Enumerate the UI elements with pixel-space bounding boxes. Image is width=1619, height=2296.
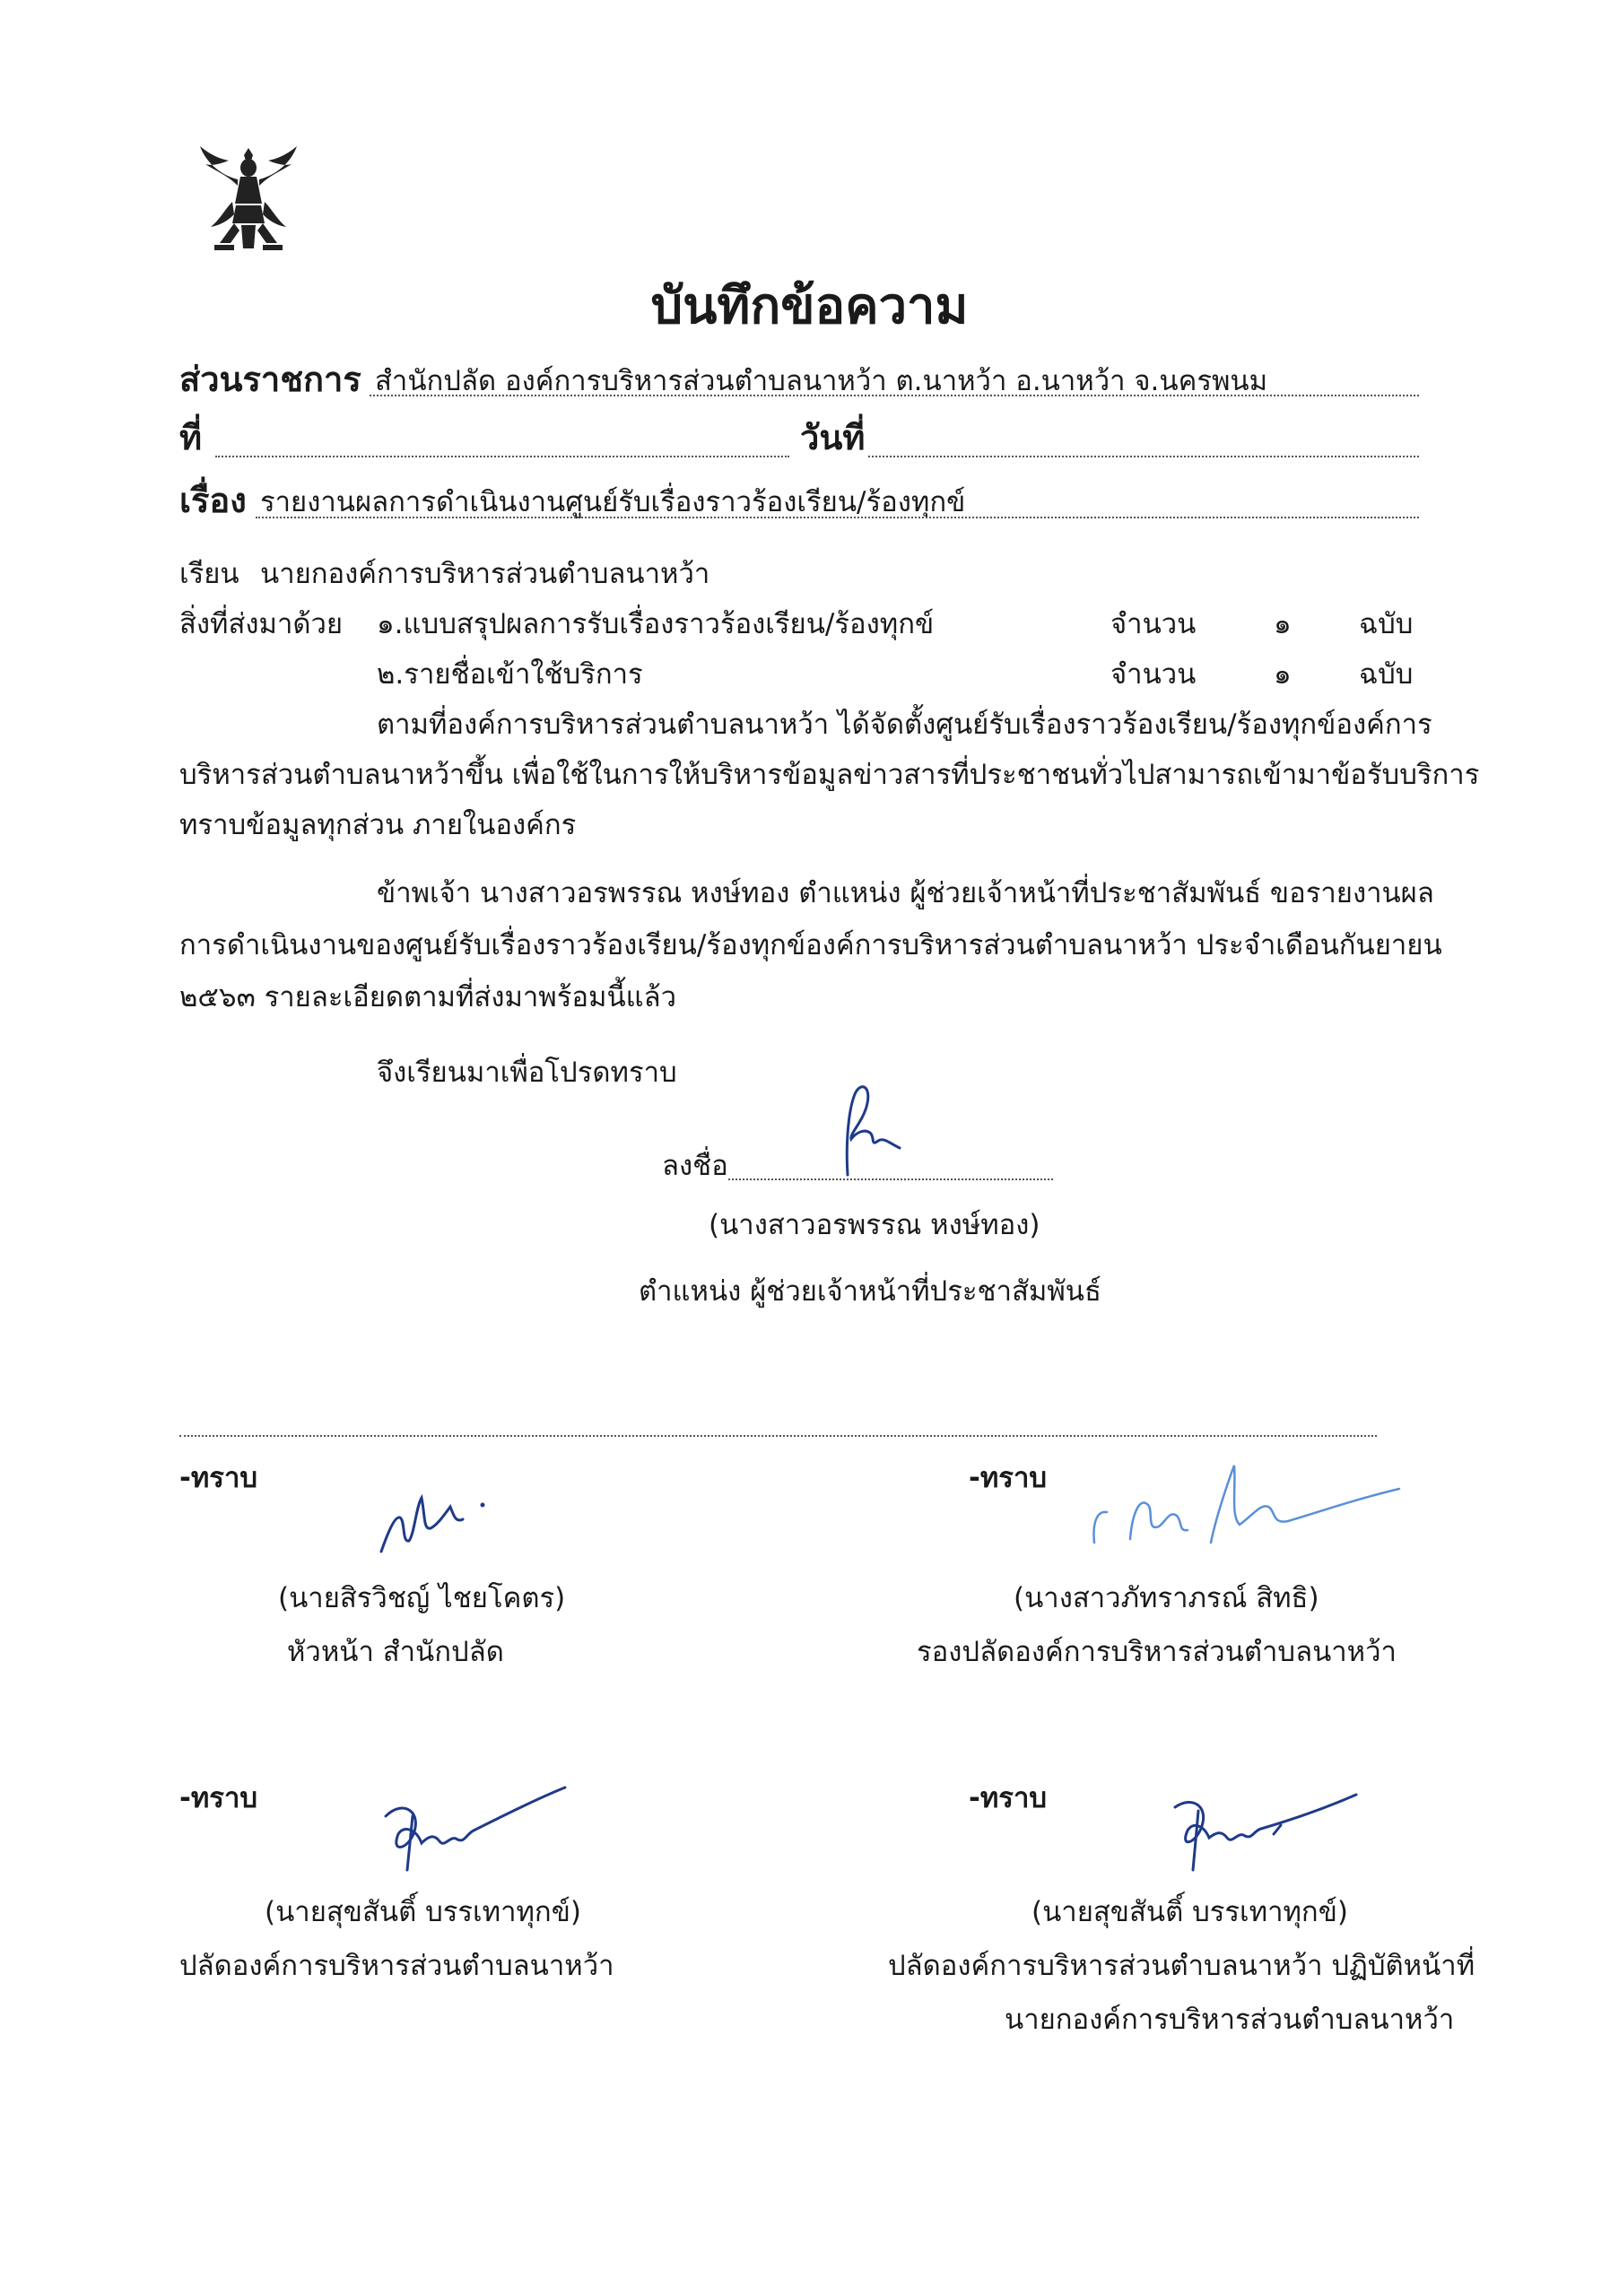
- body-line: บริหารส่วนตำบลนาหว้าขึ้น เพื่อใช้ในการให้บริหารข้อมูลข่าวสารที่ประชาชนทั่วไปสามารถเข้ามาข้อรับบริการ: [179, 759, 1480, 791]
- signature-author-icon: [830, 1076, 910, 1184]
- subject-label: เรื่อง: [179, 481, 247, 520]
- date-label: วันที่: [800, 418, 866, 457]
- salutation-label: เรียน: [179, 558, 239, 590]
- garuda-emblem-icon: [193, 139, 305, 260]
- approver-position: ปลัดองค์การบริหารส่วนตำบลนาหว้า: [179, 1950, 614, 1982]
- date-dotted-line: [868, 456, 1419, 457]
- ack-label: -ทราบ: [969, 1782, 1048, 1814]
- enclosures-label: สิ่งที่ส่งมาด้วย: [179, 608, 344, 640]
- section-divider: [179, 1435, 1377, 1437]
- enclosure-item-name: ๑.แบบสรุปผลการรับเรื่องราวร้องเรียน/ร้องทุกข์: [377, 608, 935, 640]
- sign-label: ลงชื่อ: [662, 1150, 728, 1182]
- subject-dotted-line: [256, 517, 1419, 518]
- enclosure-item-qty: ๑: [1274, 608, 1292, 640]
- approver-name: (นายสิรวิชญ์ ไชยโคตร): [278, 1582, 566, 1614]
- closing-text: จึงเรียนมาเพื่อโปรดทราบ: [377, 1057, 677, 1089]
- approver-position: หัวหน้า สำนักปลัด: [287, 1636, 504, 1668]
- body-line: การดำเนินงานของศูนย์รับเรื่องราวร้องเรียน/ร้องทุกข์องค์การบริหารส่วนตำบลนาหว้า ประจำเดือนกันยายน: [179, 929, 1442, 961]
- enclosure-item-qty-label: จำนวน: [1110, 608, 1197, 640]
- approver-name: (นางสาวภัทราภรณ์ สิทธิ): [1014, 1582, 1319, 1614]
- signature-approver-1-icon: [368, 1480, 493, 1561]
- salutation-to: นายกองค์การบริหารส่วนตำบลนาหว้า: [260, 558, 710, 590]
- approver-position-secondary: นายกองค์การบริหารส่วนตำบลนาหว้า: [1005, 2004, 1455, 2036]
- enclosure-item-unit: ฉบับ: [1359, 658, 1414, 691]
- body-line: ตามที่องค์การบริหารส่วนตำบลนาหว้า ได้จัดตั้งศูนย์รับเรื่องราวร้องเรียน/ร้องทุกข์องค์การ: [377, 709, 1432, 741]
- ref-label: ที่: [179, 418, 203, 457]
- signature-approver-2-icon: [1076, 1453, 1417, 1570]
- approver-position: รองปลัดองค์การบริหารส่วนตำบลนาหว้า: [917, 1636, 1397, 1668]
- enclosure-item-unit: ฉบับ: [1359, 608, 1414, 640]
- approver-name: (นายสุขสันติ์ บรรเทาทุกข์): [1031, 1896, 1348, 1928]
- agency-label: ส่วนราชการ: [179, 360, 361, 399]
- approver-name: (นายสุขสันติ์ บรรเทาทุกข์): [265, 1896, 581, 1928]
- enclosure-item-qty: ๑: [1274, 658, 1292, 691]
- enclosure-item-qty-label: จำนวน: [1110, 658, 1197, 691]
- signer-name: (นางสาวอรพรรณ หงษ์ทอง): [709, 1209, 1040, 1241]
- agency-dotted-line: [370, 395, 1419, 396]
- signer-position: ตำแหน่ง ผู้ช่วยเจ้าหน้าที่ประชาสัมพันธ์: [639, 1275, 1101, 1308]
- body-line: ข้าพเจ้า นางสาวอรพรรณ หงษ์ทอง ตำแหน่ง ผู้ช่วยเจ้าหน้าที่ประชาสัมพันธ์ ขอรายงานผล: [377, 877, 1434, 909]
- ack-label: -ทราบ: [969, 1462, 1048, 1494]
- agency-value: สำนักปลัด องค์การบริหารส่วนตำบลนาหว้า ต.นาหว้า อ.นาหว้า จ.นครพนม: [375, 365, 1268, 397]
- enclosure-item-name: ๒.รายชื่อเข้าใช้บริการ: [377, 658, 643, 691]
- signature-approver-4-icon: [1148, 1780, 1363, 1879]
- subject-value: รายงานผลการดำเนินงานศูนย์รับเรื่องราวร้องเรียน/ร้องทุกข์: [260, 486, 966, 518]
- approver-position: ปลัดองค์การบริหารส่วนตำบลนาหว้า ปฏิบัติหน้าที่: [888, 1950, 1475, 1982]
- ref-dotted-line: [215, 456, 789, 457]
- document-title: บันทึกข้อความ: [650, 277, 969, 335]
- body-line: ๒๕๖๓ รายละเอียดตามที่ส่งมาพร้อมนี้แล้ว: [179, 981, 677, 1013]
- ack-label: -ทราบ: [179, 1462, 258, 1494]
- signature-approver-3-icon: [377, 1780, 574, 1879]
- ack-label: -ทราบ: [179, 1782, 258, 1814]
- body-line: ทราบข้อมูลทุกส่วน ภายในองค์กร: [179, 809, 577, 841]
